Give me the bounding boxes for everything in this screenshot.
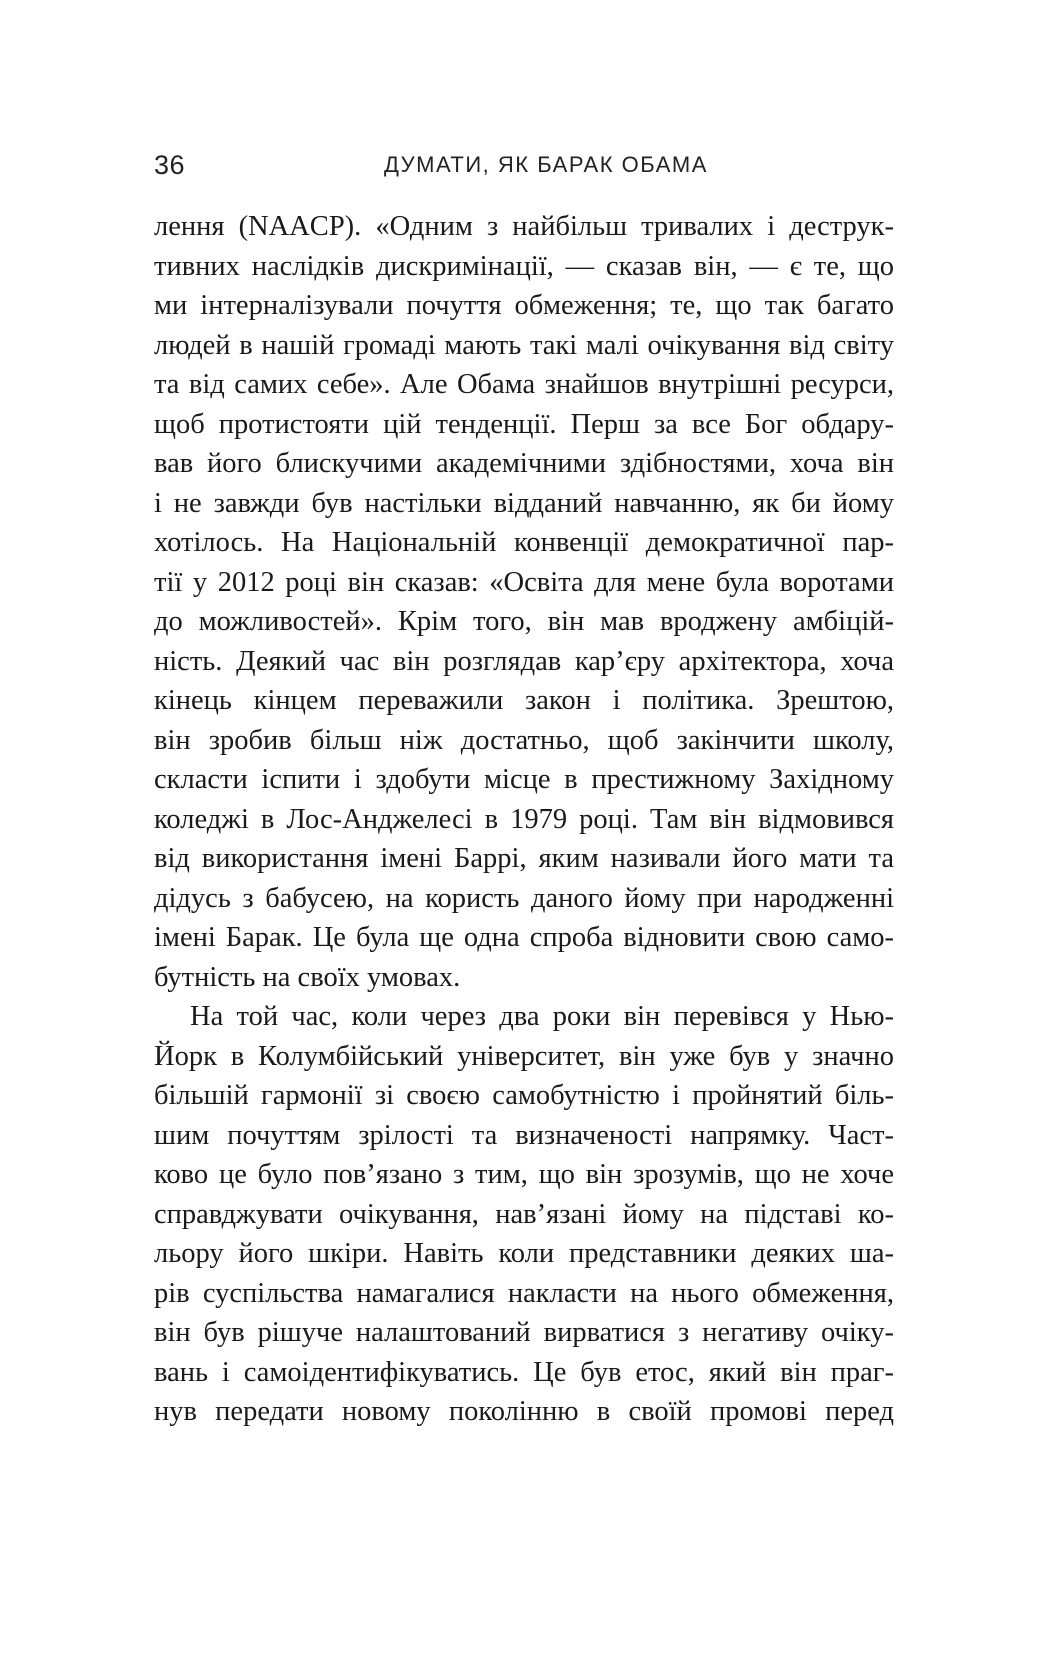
text-line: ми інтерналізували почуття обмеження; те, що так багато xyxy=(154,290,894,321)
text-line: ність. Деякий час він розглядав кар’єру архітектора, хоча xyxy=(154,645,894,677)
text-line: імені Барак. Це була ще одна спроба відновити свою само- xyxy=(154,922,894,953)
text-line: скласти іспити і здобути місце в престижному Західному xyxy=(154,764,894,795)
text-line: лення (NAACP). «Одним з найбільш тривалих і деструк- xyxy=(154,211,894,242)
text-line: хотілось. На Національній конвенції демократичної пар- xyxy=(154,527,894,558)
text-line: нув передати новому поколінню в своїй промові перед xyxy=(154,1396,894,1427)
text-line: та від самих себе». Але Обама знайшов внутрішні ресурси, xyxy=(154,369,894,400)
text-line: ково це було пов’язано з тим, що він зрозумів, що не хоче xyxy=(154,1159,894,1190)
text-line: до можливостей». Крім того, він мав вроджену амбіцій- xyxy=(154,606,894,637)
text-line: і не завжди був настільки відданий навчанню, як би йому xyxy=(154,487,894,519)
page-header xyxy=(154,150,894,190)
text-line: тивних наслідків дискримінації, — сказав він, — є те, що xyxy=(154,250,894,282)
text-line: дідусь з бабусею, на користь даного йому при народженні xyxy=(154,882,894,914)
page-number: 36 xyxy=(154,150,186,180)
text-line: На той час, коли через два роки він перевівся у Нью- xyxy=(190,1001,894,1032)
text-line: шим почуттям зрілості та визначеності напрямку. Част- xyxy=(154,1119,894,1151)
text-line: від використання імені Баррі, яким називали його мати та xyxy=(154,843,894,874)
text-line: Йорк в Колумбійський університет, він уже був у значно xyxy=(154,1040,894,1072)
text-line: він зробив більш ніж достатньо, щоб закінчити школу, xyxy=(154,724,894,756)
text-line: справджувати очікування, нав’язані йому на підставі ко- xyxy=(154,1198,894,1230)
text-line: вань і самоідентифікуватись. Це був етос, який він праг- xyxy=(154,1356,894,1388)
paragraph xyxy=(154,207,894,997)
text-line: більшій гармонії зі своєю самобутністю і пройнятий біль- xyxy=(154,1080,894,1111)
text-line: людей в нашій громаді мають такі малі очікування від світу xyxy=(154,329,894,361)
text-line: рів суспільства намагалися накласти на нього обмеження, xyxy=(154,1277,894,1309)
text-line: бутність на своїх умовах. xyxy=(154,961,461,993)
text-line: коледжі в Лос-Анджелесі в 1979 році. Там він відмовився xyxy=(154,803,894,835)
running-title: ДУМАТИ, ЯК БАРАК ОБАМА xyxy=(384,152,708,177)
body-text xyxy=(154,207,894,1432)
text-line: кінець кінцем переважили закон і політика. Зрештою, xyxy=(154,685,894,716)
text-line: він був рішуче налаштований вирватися з негативу очіку- xyxy=(154,1317,894,1348)
text-line: щоб протистояти цій тенденції. Перш за все Бог обдару- xyxy=(154,408,894,440)
text-line: льору його шкіри. Навіть коли представники деяких ша- xyxy=(154,1238,894,1269)
text-line: тії у 2012 році він сказав: «Освіта для мене була воротами xyxy=(154,566,894,598)
paragraph xyxy=(154,997,894,1432)
text-line: вав його блискучими академічними здібностями, хоча він xyxy=(154,448,894,479)
